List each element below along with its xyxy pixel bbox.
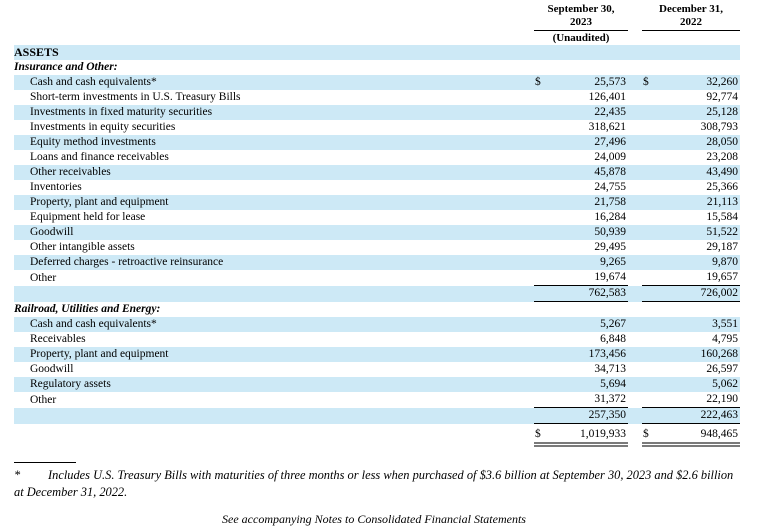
amount-2023 <box>550 45 628 60</box>
table-row <box>14 332 740 347</box>
currency-symbol-2022 <box>642 135 658 150</box>
row-label: Investments in equity securities <box>30 121 176 133</box>
col-header-2023-line1: September 30, <box>547 3 615 15</box>
amount-2023: 24,009 <box>594 151 627 163</box>
amount-2023: 25,573 <box>594 76 627 88</box>
currency-symbol-2023 <box>534 270 550 286</box>
row-label: Short-term investments in U.S. Treasury Bills <box>30 91 241 103</box>
row-label: Other <box>30 393 57 406</box>
amount-2023: 173,456 <box>588 348 627 360</box>
col-header-2022 <box>642 3 740 31</box>
amount-2022: 9,870 <box>712 256 739 268</box>
amount-2022: 51,522 <box>706 226 739 238</box>
table-row <box>14 392 740 408</box>
column-gap <box>628 332 642 347</box>
table-row <box>14 45 740 60</box>
col-header-2023-line2: 2023 <box>570 15 592 28</box>
table-row <box>14 195 740 210</box>
amount-2022: 222,463 <box>658 408 740 424</box>
amount-2022: 21,113 <box>706 196 739 208</box>
amount-2022: 92,774 <box>706 91 739 103</box>
amount-2023: 5,267 <box>600 318 627 330</box>
table-body <box>14 45 740 445</box>
currency-symbol-2022 <box>642 408 658 424</box>
amount-2022: 5,062 <box>712 378 739 390</box>
table-row <box>14 90 740 105</box>
amount-2022: 160,268 <box>700 348 739 360</box>
currency-symbol-2023 <box>534 347 550 362</box>
amount-2023: 27,496 <box>594 136 627 148</box>
row-label: Deferred charges - retroactive reinsurance <box>30 256 224 268</box>
column-gap <box>628 377 642 392</box>
currency-symbol-2023: $ <box>535 76 541 88</box>
currency-symbol-2022 <box>642 105 658 120</box>
column-gap <box>628 408 642 424</box>
column-gap <box>628 120 642 135</box>
currency-symbol-2023 <box>534 377 550 392</box>
column-gap <box>628 210 642 225</box>
amount-2023: 318,621 <box>588 121 627 133</box>
column-gap <box>628 255 642 270</box>
column-gap <box>628 270 642 286</box>
amount-2023: 257,350 <box>550 408 628 424</box>
amount-2023: 16,284 <box>594 211 627 223</box>
column-gap <box>628 90 642 105</box>
currency-symbol-2022 <box>642 120 658 135</box>
amount-2022: 26,597 <box>706 363 739 375</box>
col-header-2023 <box>534 3 628 31</box>
table-row <box>14 347 740 362</box>
row-label: Goodwill <box>30 363 74 375</box>
currency-symbol-2022 <box>642 90 658 105</box>
currency-symbol-2022 <box>642 255 658 270</box>
column-gap <box>628 362 642 377</box>
column-gap <box>628 180 642 195</box>
column-gap <box>628 302 642 318</box>
currency-symbol-2022 <box>642 317 658 332</box>
balance-sheet-table <box>14 3 740 447</box>
table-row <box>14 165 740 180</box>
table-row <box>14 135 740 150</box>
amount-2023: 24,755 <box>594 181 627 193</box>
currency-symbol-2022 <box>642 165 658 180</box>
row-label: ASSETS <box>14 45 59 59</box>
column-gap <box>628 317 642 332</box>
row-label <box>14 286 534 302</box>
currency-symbol-2022: $ <box>642 424 658 445</box>
amount-2022: 4,795 <box>712 333 739 345</box>
amount-2022 <box>658 302 740 318</box>
amount-2023: 6,848 <box>600 333 627 345</box>
amount-2023: 29,495 <box>594 241 627 253</box>
amount-2022: 23,208 <box>706 151 739 163</box>
row-label: Equity method investments <box>30 136 156 148</box>
currency-symbol-2023 <box>534 90 550 105</box>
footnote-divider <box>14 462 76 463</box>
amount-2022: 25,128 <box>706 106 739 118</box>
currency-symbol-2023 <box>534 225 550 240</box>
table-row <box>14 377 740 392</box>
currency-symbol-2022 <box>642 392 658 408</box>
amount-2023 <box>550 60 628 75</box>
column-gap <box>628 45 642 60</box>
amount-2023: 762,583 <box>550 286 628 302</box>
amount-2023: 9,265 <box>600 256 627 268</box>
table-row <box>14 105 740 120</box>
row-label <box>14 424 534 445</box>
row-label: Equipment held for lease <box>30 211 146 223</box>
row-label: Loans and finance receivables <box>30 151 169 163</box>
amount-2022: 308,793 <box>700 121 739 133</box>
amount-2022: 948,465 <box>658 424 740 445</box>
currency-symbol-2023 <box>534 332 550 347</box>
column-gap <box>628 195 642 210</box>
currency-symbol-2023 <box>534 240 550 255</box>
currency-symbol-2023 <box>534 210 550 225</box>
column-gap <box>628 135 642 150</box>
amount-2022: 25,366 <box>706 181 739 193</box>
amount-2022 <box>658 60 740 75</box>
currency-symbol-2022 <box>642 45 658 60</box>
amount-2022: 15,584 <box>706 211 739 223</box>
table-row <box>14 302 740 318</box>
col-header-2022-line2: 2022 <box>680 15 703 28</box>
table-row <box>14 210 740 225</box>
currency-symbol-2023 <box>534 150 550 165</box>
currency-symbol-2022 <box>642 150 658 165</box>
table-row <box>14 75 740 90</box>
amount-2022 <box>658 45 740 60</box>
currency-symbol-2022 <box>642 60 658 75</box>
currency-symbol-2023 <box>534 286 550 302</box>
currency-symbol-2022 <box>642 286 658 302</box>
currency-symbol-2023 <box>534 302 550 318</box>
unaudited-label: (Unaudited) <box>552 32 610 44</box>
currency-symbol-2023 <box>534 165 550 180</box>
header-spacer <box>14 3 534 31</box>
table-row <box>14 180 740 195</box>
column-gap <box>628 347 642 362</box>
amount-2022: 3,551 <box>712 318 739 330</box>
currency-symbol-2023 <box>534 105 550 120</box>
column-gap <box>628 60 642 75</box>
currency-symbol-2022 <box>642 377 658 392</box>
currency-symbol-2023 <box>534 60 550 75</box>
amount-2023: 126,401 <box>588 91 627 103</box>
header-row-dates <box>14 3 740 31</box>
currency-symbol-2022 <box>642 210 658 225</box>
row-label: Insurance and Other: <box>14 61 118 73</box>
column-gap <box>628 286 642 302</box>
table-row <box>14 317 740 332</box>
amount-2022: 32,260 <box>706 76 739 88</box>
footnote <box>14 467 745 500</box>
row-label: Goodwill <box>30 226 74 238</box>
amount-2022: 28,050 <box>706 136 739 148</box>
currency-symbol-2023: $ <box>534 424 550 445</box>
column-gap <box>628 105 642 120</box>
column-gap <box>628 150 642 165</box>
currency-symbol-2023 <box>534 135 550 150</box>
currency-symbol-2023 <box>534 362 550 377</box>
currency-symbol-2022 <box>642 195 658 210</box>
currency-symbol-2023 <box>534 120 550 135</box>
amount-2023: 50,939 <box>594 226 627 238</box>
column-gap <box>628 392 642 408</box>
currency-symbol-2022 <box>642 270 658 286</box>
table-row <box>14 286 740 302</box>
table-row <box>14 60 740 75</box>
row-label: Cash and cash equivalents* <box>30 76 157 88</box>
header-row-unaudited <box>14 31 740 45</box>
currency-symbol-2022 <box>642 347 658 362</box>
currency-symbol-2023 <box>534 180 550 195</box>
currency-symbol-2022 <box>642 240 658 255</box>
currency-symbol-2022 <box>642 362 658 377</box>
row-label: Property, plant and equipment <box>30 196 169 208</box>
currency-symbol-2023 <box>534 408 550 424</box>
row-label <box>14 408 534 424</box>
row-label: Other <box>30 271 57 284</box>
currency-symbol-2022 <box>642 180 658 195</box>
row-label: Regulatory assets <box>30 378 111 390</box>
row-label: Other receivables <box>30 166 111 178</box>
amount-2023 <box>550 302 628 318</box>
column-gap <box>628 424 642 445</box>
currency-symbol-2023 <box>534 255 550 270</box>
column-gap <box>628 165 642 180</box>
footnote-text: Includes U.S. Treasury Bills with maturities of three months or less when purchased of $3.6 billion at September 30, 2023 and $2.6 billion at December 31, 2022. <box>14 468 734 499</box>
table-row <box>14 240 740 255</box>
amount-2023: 34,713 <box>594 363 627 375</box>
amount-2023: 1,019,933 <box>550 424 628 445</box>
amount-2023: 21,758 <box>594 196 627 208</box>
row-label: Receivables <box>30 333 86 345</box>
currency-symbol-2023 <box>534 317 550 332</box>
table-header <box>14 3 740 45</box>
currency-symbol-2022 <box>642 332 658 347</box>
amount-2022: 726,002 <box>658 286 740 302</box>
table-row <box>14 408 740 424</box>
table-row <box>14 150 740 165</box>
amount-2023: 5,694 <box>600 378 627 390</box>
header-gap <box>628 3 642 31</box>
col-header-2022-line1: December 31, <box>659 3 723 15</box>
footnote-marker: * <box>14 468 21 482</box>
currency-symbol-2023 <box>534 195 550 210</box>
column-gap <box>628 75 642 90</box>
row-label: Cash and cash equivalents* <box>30 318 157 330</box>
column-gap <box>628 240 642 255</box>
table-row <box>14 255 740 270</box>
amount-2023: 45,878 <box>594 166 627 178</box>
footer-note: See accompanying Notes to Consolidated Financial Statements <box>222 512 526 526</box>
currency-symbol-2022 <box>642 302 658 318</box>
currency-symbol-2022 <box>642 225 658 240</box>
amount-2022: 43,490 <box>706 166 739 178</box>
amount-2023: 19,674 <box>550 270 628 286</box>
table-row <box>14 362 740 377</box>
table-row <box>14 424 740 445</box>
table-row <box>14 120 740 135</box>
currency-symbol-2023 <box>534 45 550 60</box>
amount-2022: 29,187 <box>706 241 739 253</box>
row-label: Investments in fixed maturity securities <box>30 106 213 118</box>
column-gap <box>628 225 642 240</box>
row-label: Property, plant and equipment <box>30 348 169 360</box>
amount-2023: 22,435 <box>594 106 627 118</box>
row-label: Inventories <box>30 181 82 193</box>
table-row <box>14 270 740 286</box>
amount-2022: 19,657 <box>658 270 740 286</box>
table-row <box>14 225 740 240</box>
currency-symbol-2022: $ <box>643 76 649 88</box>
amount-2023: 31,372 <box>550 392 628 408</box>
amount-2022: 22,190 <box>658 392 740 408</box>
row-label: Railroad, Utilities and Energy: <box>14 303 161 315</box>
row-label: Other intangible assets <box>30 241 135 253</box>
currency-symbol-2023 <box>534 392 550 408</box>
